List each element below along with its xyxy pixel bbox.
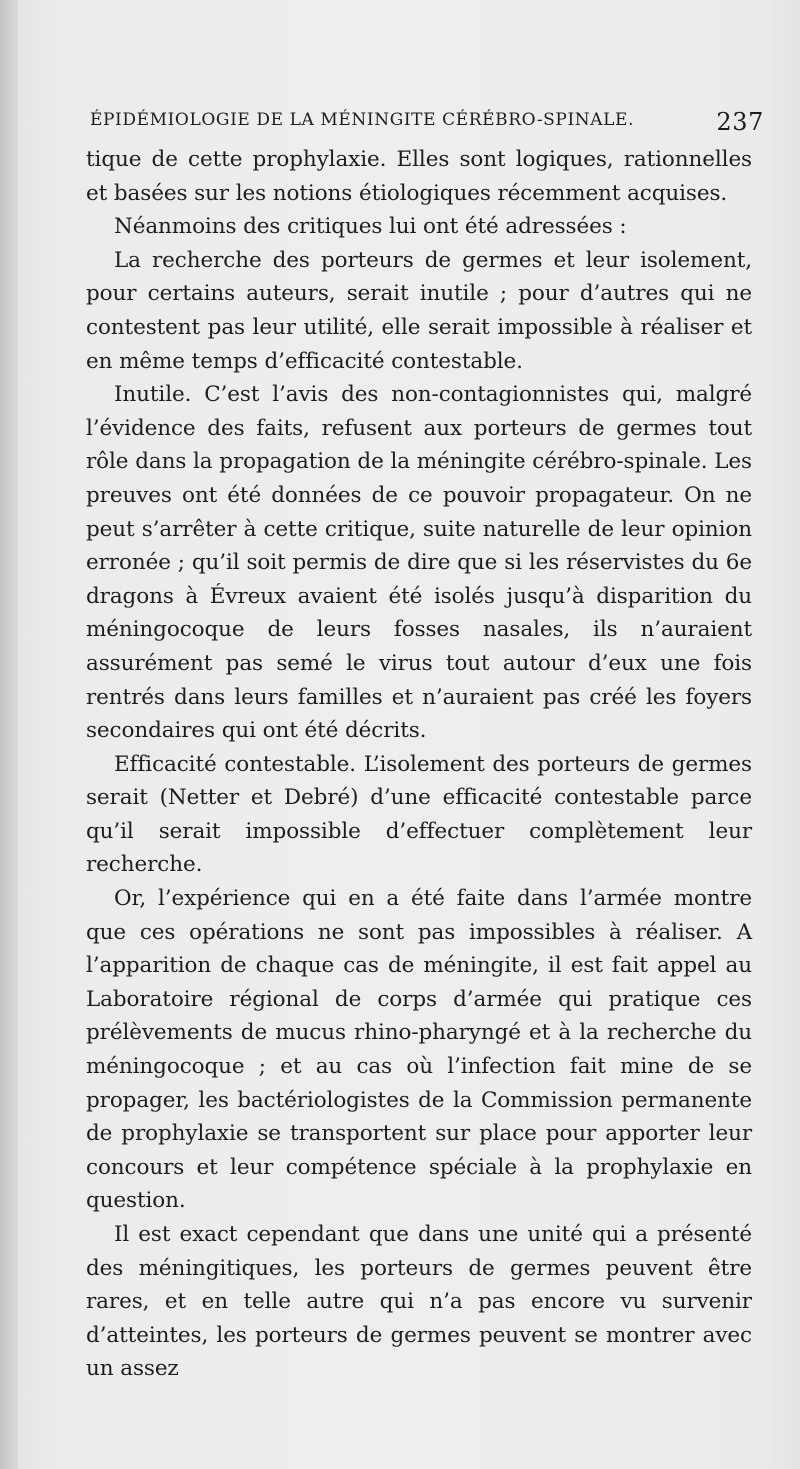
paragraph: Néanmoins des critiques lui ont été adressées :	[114, 214, 627, 240]
page-number: 237	[716, 108, 764, 136]
paragraph: Inutile. C’est l’avis des non-contagionnistes qui, malgré l’évidence des faits, refusent aux porteurs de germes tout rôle dans la propagation de la méningite cérébro-spinale. Les preuves ont été données de ce pouvoir propagateur. On ne peut s’arrêter à cette critique, suite naturelle de leur opinion erronée ; qu’il soit permis de dire que si les réservistes du 6e dragons à Évreux avaient été isolés jusqu’à disparition du méningocoque de leurs fosses nasales, ils n’auraient assurément pas semé le virus tout autour d’eux une fois rentrés dans leurs familles et n’auraient pas créé les foyers secondaires qui ont été décrits.	[86, 382, 752, 744]
running-header	[90, 108, 770, 138]
paragraph-continuation: tique de cette prophylaxie. Elles sont logiques, rationnelles et basées sur les notions étiologiques récemment acquises.	[86, 147, 752, 206]
paragraph: La recherche des porteurs de germes et leur isolement, pour certains auteurs, serait inutile ; pour d’autres qui ne contestent pas leur utilité, elle serait impossible à réaliser et en même temps d’efficacité contestable.	[86, 247, 752, 374]
running-title: ÉPIDÉMIOLOGIE DE LA MÉNINGITE CÉRÉBRO-SPINALE.	[90, 110, 635, 130]
body-text	[86, 143, 752, 1386]
paragraph: Efficacité contestable. L’isolement des porteurs de germes serait (Netter et Debré) d’une efficacité contestable parce qu’il serait impossible d’effectuer complètement leur recherche.	[86, 751, 752, 878]
paragraph: Il est exact cependant que dans une unité qui a présenté des méningitiques, les porteurs de germes peuvent être rares, et en telle autre qui n’a pas encore vu survenir d’atteintes, les porteurs de germes peuvent se montrer avec un assez	[86, 1222, 752, 1382]
paragraph: Or, l’expérience qui en a été faite dans l’armée montre que ces opérations ne sont pas impossibles à réaliser. A l’apparition de chaque cas de méningite, il est fait appel au Laboratoire régional de corps d’armée qui pratique ces prélèvements de mucus rhino-pharyngé et à la recherche du méningocoque ; et au cas où l’infection fait mine de se propager, les bactériologistes de la Commission permanente de prophylaxie se transportent sur place pour apporter leur concours et leur compétence spéciale à la prophylaxie en question.	[86, 886, 752, 1214]
page-gutter-shadow	[0, 0, 18, 1469]
